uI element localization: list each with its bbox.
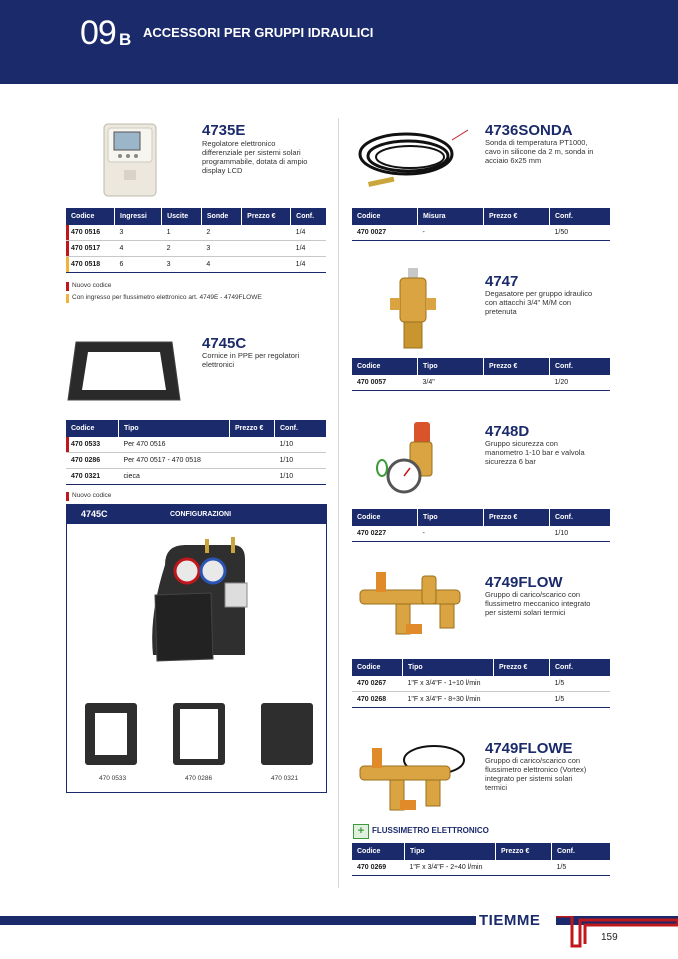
table-4736sonda <box>352 208 610 241</box>
product-name-4747: 4747 <box>485 273 519 290</box>
configuration-code: 4745C <box>81 509 108 519</box>
table-row: 470 0286 Per 470 0517 - 470 0518 1/10 <box>66 453 326 469</box>
table-header-row: Codice Tipo Prezzo € Conf. <box>352 358 610 375</box>
product-name-4748d: 4748D <box>485 423 530 440</box>
product-desc-4749flow: Gruppo di carico/scarico con flussimetro meccanico integrato per sistemi solari termici <box>485 590 591 617</box>
table-row: 470 0269 1"F x 3/4"F - 2÷40 l/min 1/5 <box>352 860 610 876</box>
caption-0321: 470 0321 <box>271 775 299 782</box>
table-header-row: Codice Tipo Prezzo € Conf. <box>66 420 326 437</box>
product-desc-4736sonda: Sonda di temperatura PT1000, cavo in silicone da 2 m, sonda in acciaio 6x25 mm <box>485 138 594 165</box>
caption-0286: 470 0286 <box>185 775 213 782</box>
table-row: 470 0518 6 3 4 1/4 <box>66 257 326 273</box>
frame-option-0533 <box>83 701 139 767</box>
configuration-label: CONFIGURAZIONI <box>170 511 232 518</box>
table-row: 470 0267 1"F x 3/4"F - 1÷10 l/min 1/5 <box>352 676 610 692</box>
table-header-row: Codice Misura Prezzo € Conf. <box>352 208 610 225</box>
frame-option-0321 <box>259 701 315 767</box>
table-row: 470 0027 - 1/50 <box>352 225 610 241</box>
configuration-box <box>66 504 327 793</box>
product-desc-4735e: Regolatore elettronico differenziale per sistemi solari programmabile, dotata di ampio display LCD <box>202 139 308 175</box>
brand-logo: TIEMME <box>479 912 541 929</box>
product-name-4745c: 4745C <box>202 335 247 352</box>
table-4748d <box>352 509 610 542</box>
section-suffix: B <box>119 30 132 49</box>
sensor-cable-image <box>356 126 472 194</box>
note-new-code: Nuovo codice <box>66 282 111 289</box>
table-row: 470 0321 cieca 1/10 <box>66 469 326 485</box>
product-desc-4745c: Cornice in PPE per regolatori elettronici <box>202 351 300 369</box>
flow-group-image <box>356 572 466 650</box>
table-header-row: Codice Tipo Prezzo € Conf. <box>352 843 610 860</box>
controller-image <box>102 122 158 198</box>
table-header-row: Codice Tipo Prezzo € Conf. <box>352 659 610 676</box>
frame-option-0286 <box>171 701 227 767</box>
electronic-flow-group-image <box>356 738 468 818</box>
table-row: 470 0517 4 2 3 1/4 <box>66 241 326 257</box>
table-4735e <box>66 208 326 273</box>
safety-group-image <box>374 420 454 500</box>
product-name-4735e: 4735E <box>202 122 246 139</box>
table-row: 470 0268 1"F x 3/4"F - 8÷30 l/min 1/5 <box>352 692 610 708</box>
footer-band <box>0 916 678 959</box>
table-4745c <box>66 420 326 485</box>
table-row: 470 0057 3/4" 1/20 <box>352 375 610 391</box>
caption-0533: 470 0533 <box>99 775 127 782</box>
table-row: 470 0516 3 1 2 1/4 <box>66 225 326 241</box>
product-desc-4749flowe: Gruppo di carico/scarico con flussimetro elettronico (Vortex) integrato per sistemi solari termici <box>485 756 587 792</box>
table-4749flowe <box>352 843 610 876</box>
table-4749flow <box>352 659 610 708</box>
table-row: 470 0533 Per 470 0516 1/10 <box>66 437 326 453</box>
frame-image <box>66 340 182 406</box>
page-number: 159 <box>601 932 618 943</box>
pump-group-image <box>145 535 257 665</box>
product-name-4749flow: 4749FLOW <box>485 574 563 591</box>
page-header <box>0 0 678 84</box>
table-4747 <box>352 358 610 391</box>
degasser-image <box>390 268 442 352</box>
table-row: 470 0227 - 1/10 <box>352 526 610 542</box>
table-header-row: Codice Tipo Prezzo € Conf. <box>352 509 610 526</box>
product-desc-4747: Degasatore per gruppo idraulico con attacchi 3/4" M/M con pretenuta <box>485 289 593 316</box>
section-number: 09 <box>80 14 116 52</box>
configuration-header <box>67 505 326 524</box>
plus-icon: + <box>353 824 369 839</box>
section-title: ACCESSORI PER GRUPPI IDRAULICI <box>143 25 374 40</box>
product-desc-4748d: Gruppo sicurezza con manometro 1-10 bar e valvola sicurezza 6 bar <box>485 439 585 466</box>
product-name-4736sonda: 4736SONDA <box>485 122 573 139</box>
table-header-row: Codice Ingressi Uscite Sonde Prezzo € Conf. <box>66 208 326 225</box>
note-new-code-2: Nuovo codice <box>66 492 111 499</box>
note-flowmeter-input: Con ingresso per flussimetro elettronico art. 4749E - 4749FLOWE <box>66 294 262 301</box>
product-name-4749flowe: 4749FLOWE <box>485 740 573 757</box>
column-divider <box>338 118 339 888</box>
